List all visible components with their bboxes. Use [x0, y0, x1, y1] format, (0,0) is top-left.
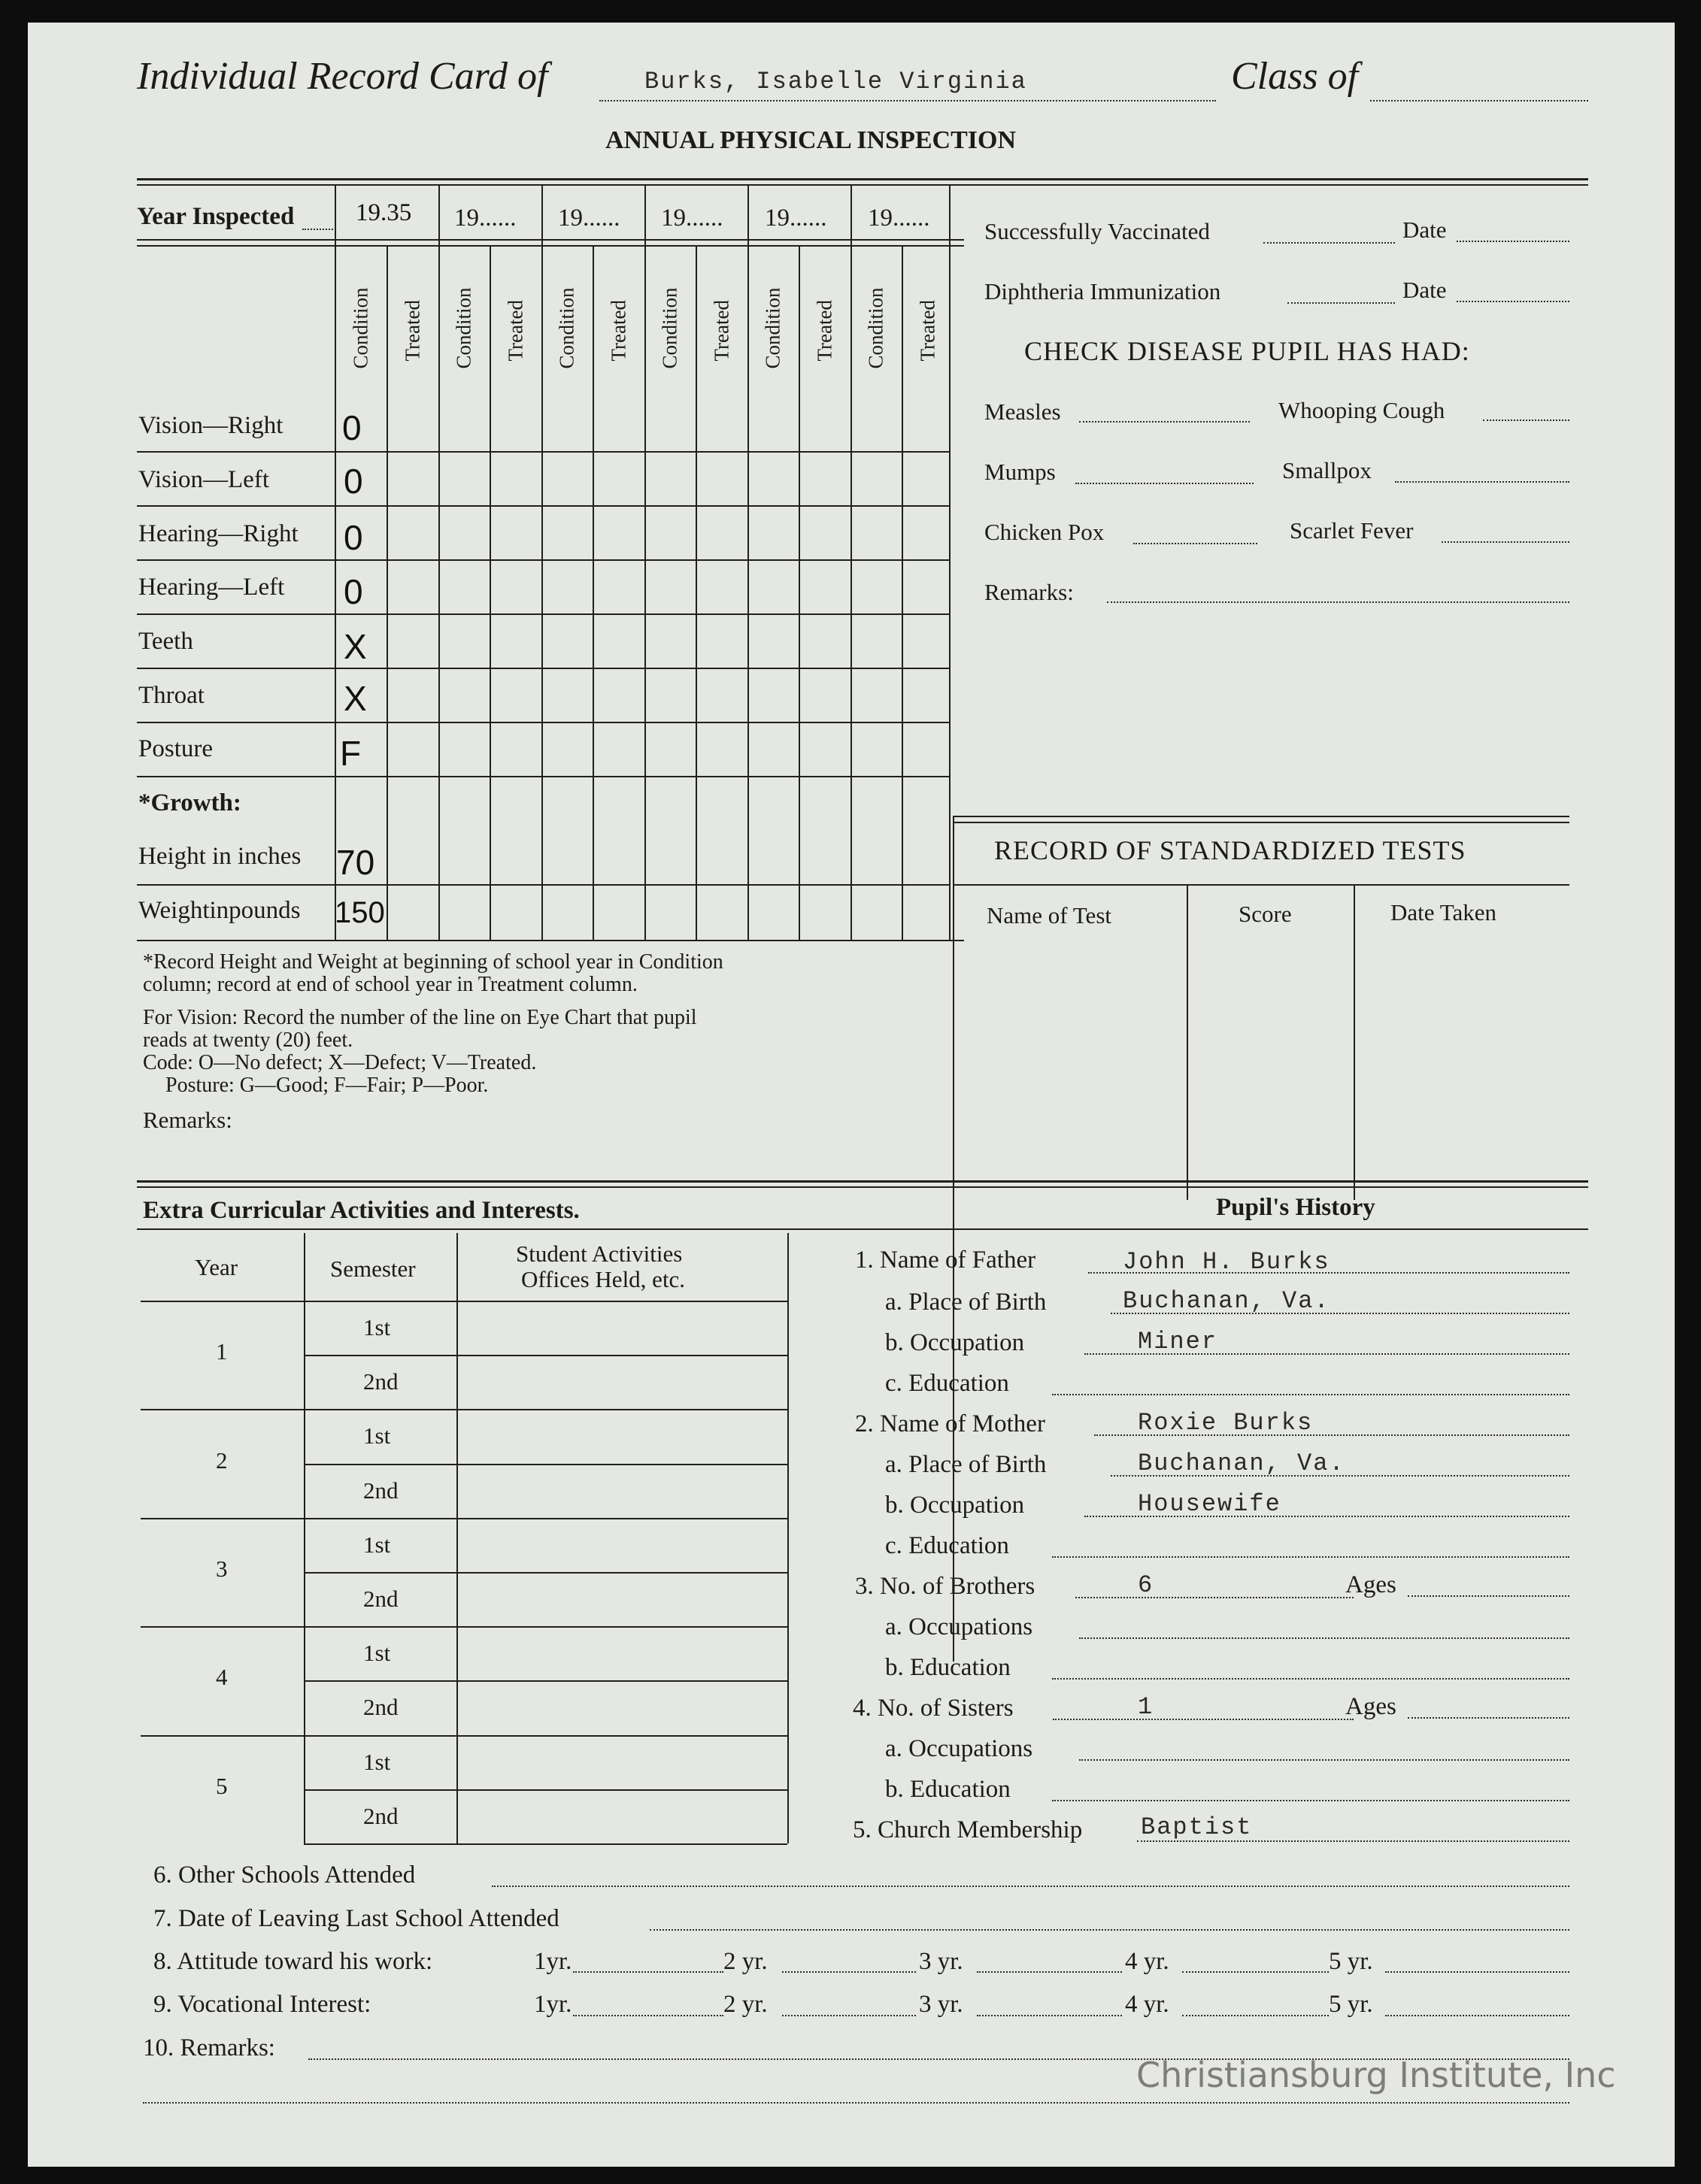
- row-label: Vision—Left: [138, 466, 269, 493]
- condition-header: Condition: [452, 287, 475, 369]
- father-label: 1. Name of Father: [855, 1246, 1036, 1274]
- immunization-remarks-label: Remarks:: [984, 579, 1074, 605]
- brothers-ages-label: Ages: [1345, 1571, 1396, 1598]
- activity-semester: 2nd: [363, 1586, 399, 1612]
- condition-header: Condition: [349, 287, 372, 369]
- year-label: 4 yr.: [1125, 1948, 1169, 1975]
- treated-header: Treated: [710, 300, 733, 362]
- date-label: Date: [1402, 277, 1447, 303]
- row-label: Height in inches: [138, 843, 302, 870]
- father-value: John H. Burks: [1123, 1248, 1330, 1276]
- sisters-value: 1: [1138, 1693, 1154, 1721]
- row-label: Weightinpounds: [138, 897, 301, 924]
- row-label: Posture: [138, 735, 213, 762]
- disease-label: Mumps: [984, 459, 1056, 485]
- history-title: Pupil's History: [1216, 1194, 1375, 1221]
- activity-semester: 2nd: [363, 1802, 399, 1829]
- test-col-score: Score: [1239, 901, 1292, 927]
- mother-occupation-label: b. Occupation: [885, 1492, 1025, 1519]
- treated-header: Treated: [813, 300, 836, 362]
- activity-year: 4: [216, 1664, 228, 1691]
- year-label: 1yr.: [534, 1991, 572, 2018]
- year-value: 19.35: [356, 199, 412, 226]
- activity-semester: 2nd: [363, 1477, 399, 1504]
- mother-value: Roxie Burks: [1138, 1409, 1314, 1437]
- year-label: 5 yr.: [1329, 1991, 1373, 2018]
- row-value: 0: [344, 462, 363, 501]
- activity-semester: 1st: [363, 1640, 391, 1667]
- activities-col-year: Year: [195, 1254, 238, 1280]
- other-schools-label: 6. Other Schools Attended: [153, 1861, 416, 1889]
- vocational-label: 9. Vocational Interest:: [153, 1991, 371, 2018]
- activity-year: 2: [216, 1446, 228, 1474]
- brothers-education-label: b. Education: [885, 1654, 1011, 1681]
- row-value: X: [344, 627, 367, 666]
- row-value: 150: [335, 896, 385, 929]
- test-col-name: Name of Test: [987, 902, 1111, 928]
- year-col-5: 19......: [765, 204, 827, 232]
- activities-col-semester: Semester: [330, 1256, 416, 1282]
- father-birth-label: a. Place of Birth: [885, 1289, 1047, 1316]
- year-col-3: 19......: [558, 204, 620, 232]
- section-title: ANNUAL PHYSICAL INSPECTION: [605, 126, 1016, 154]
- activity-semester: 1st: [363, 1314, 391, 1340]
- father-occupation-label: b. Occupation: [885, 1329, 1025, 1356]
- activity-semester: 2nd: [363, 1694, 399, 1721]
- vaccinated-label: Successfully Vaccinated: [984, 218, 1210, 244]
- year-label: 2 yr.: [723, 1991, 768, 2018]
- date-label: Date: [1402, 217, 1447, 243]
- disease-label: Scarlet Fever: [1290, 517, 1414, 544]
- class-label: Class of: [1231, 55, 1359, 98]
- year-label: 3 yr.: [919, 1991, 963, 2018]
- mother-label: 2. Name of Mother: [855, 1410, 1045, 1437]
- year-col-4: 19......: [661, 204, 723, 232]
- condition-header: Condition: [864, 287, 887, 369]
- year-label: 2 yr.: [723, 1948, 768, 1975]
- year-label: 1yr.: [534, 1948, 572, 1975]
- brothers-occupations-label: a. Occupations: [885, 1613, 1033, 1640]
- student-name: Burks, Isabelle Virginia: [644, 68, 1027, 95]
- test-col-date: Date Taken: [1390, 899, 1496, 925]
- row-value: 70: [336, 843, 375, 882]
- activities-title: Extra Curricular Activities and Interests.: [143, 1197, 580, 1224]
- mother-birth-label: a. Place of Birth: [885, 1451, 1047, 1478]
- physical-note: *Record Height and Weight at beginning of school year in Condition: [143, 950, 723, 974]
- brothers-label: 3. No. of Brothers: [855, 1573, 1035, 1600]
- date-leaving-label: 7. Date of Leaving Last School Attended: [153, 1905, 559, 1932]
- row-label: Vision—Right: [138, 412, 284, 439]
- year-label: 3 yr.: [919, 1948, 963, 1975]
- activity-semester: 1st: [363, 1531, 391, 1558]
- disease-label: Whooping Cough: [1278, 397, 1445, 423]
- sisters-education-label: b. Education: [885, 1776, 1011, 1803]
- activity-year: 3: [216, 1555, 228, 1582]
- year-col-2: 19......: [454, 204, 517, 232]
- disease-title: CHECK DISEASE PUPIL HAS HAD:: [1024, 336, 1470, 366]
- row-label: Hearing—Left: [138, 574, 285, 601]
- footer-remarks-label: 10. Remarks:: [143, 2034, 275, 2061]
- activity-semester: 1st: [363, 1422, 391, 1449]
- father-occupation-value: Miner: [1138, 1328, 1218, 1356]
- row-label: Teeth: [138, 628, 193, 655]
- physical-note: For Vision: Record the number of the line on Eye Chart that pupil: [143, 1006, 697, 1029]
- condition-header: Condition: [658, 287, 681, 369]
- card-title: Individual Record Card of: [137, 55, 548, 98]
- disease-label: Measles: [984, 398, 1061, 425]
- row-value: 0: [344, 572, 363, 611]
- activities-col-activities: Student Activities: [516, 1240, 683, 1267]
- year-inspected-label: Year Inspected: [137, 203, 295, 230]
- tests-title: RECORD OF STANDARDIZED TESTS: [994, 835, 1466, 865]
- disease-label: Chicken Pox: [984, 519, 1105, 545]
- sisters-label: 4. No. of Sisters: [853, 1695, 1014, 1722]
- brothers-value: 6: [1138, 1571, 1154, 1599]
- church-label: 5. Church Membership: [853, 1816, 1083, 1843]
- church-value: Baptist: [1141, 1813, 1253, 1841]
- disease-label: Smallpox: [1282, 457, 1372, 483]
- physical-remarks-label: Remarks:: [143, 1107, 232, 1133]
- watermark: Christiansburg Institute, Inc: [1136, 2055, 1616, 2095]
- activities-col-offices: Offices Held, etc.: [521, 1266, 686, 1292]
- physical-note: Posture: G—Good; F—Fair; P—Poor.: [165, 1074, 489, 1097]
- condition-header: Condition: [761, 287, 784, 369]
- treated-header: Treated: [504, 300, 527, 362]
- father-birth-value: Buchanan, Va.: [1123, 1287, 1330, 1315]
- row-value: 0: [344, 518, 363, 557]
- activity-year: 1: [216, 1338, 228, 1365]
- sisters-ages-label: Ages: [1345, 1693, 1396, 1720]
- year-col-6: 19......: [868, 204, 930, 232]
- physical-note: column; record at end of school year in Treatment column.: [143, 973, 638, 996]
- row-label: *Growth:: [138, 789, 241, 816]
- mother-occupation-value: Housewife: [1138, 1490, 1281, 1518]
- physical-note: Code: O—No defect; X—Defect; V—Treated.: [143, 1051, 537, 1074]
- mother-education-label: c. Education: [885, 1532, 1009, 1559]
- row-label: Throat: [138, 682, 205, 709]
- activity-year: 5: [216, 1772, 228, 1799]
- year-label: 4 yr.: [1125, 1991, 1169, 2018]
- treated-header: Treated: [916, 300, 939, 362]
- row-label: Hearing—Right: [138, 520, 299, 547]
- activity-semester: 1st: [363, 1748, 391, 1775]
- row-value: X: [344, 679, 367, 718]
- row-value: F: [340, 734, 362, 773]
- record-card: [28, 23, 1675, 2167]
- treated-header: Treated: [401, 300, 424, 362]
- year-label: 5 yr.: [1329, 1948, 1373, 1975]
- diphtheria-label: Diphtheria Immunization: [984, 278, 1221, 304]
- treated-header: Treated: [607, 300, 630, 362]
- condition-header: Condition: [555, 287, 578, 369]
- mother-birth-value: Buchanan, Va.: [1138, 1449, 1345, 1477]
- row-value: 0: [342, 408, 362, 447]
- physical-note: reads at twenty (20) feet.: [143, 1028, 353, 1052]
- father-education-label: c. Education: [885, 1370, 1009, 1397]
- activity-semester: 2nd: [363, 1368, 399, 1395]
- attitude-label: 8. Attitude toward his work:: [153, 1948, 433, 1975]
- sisters-occupations-label: a. Occupations: [885, 1735, 1033, 1762]
